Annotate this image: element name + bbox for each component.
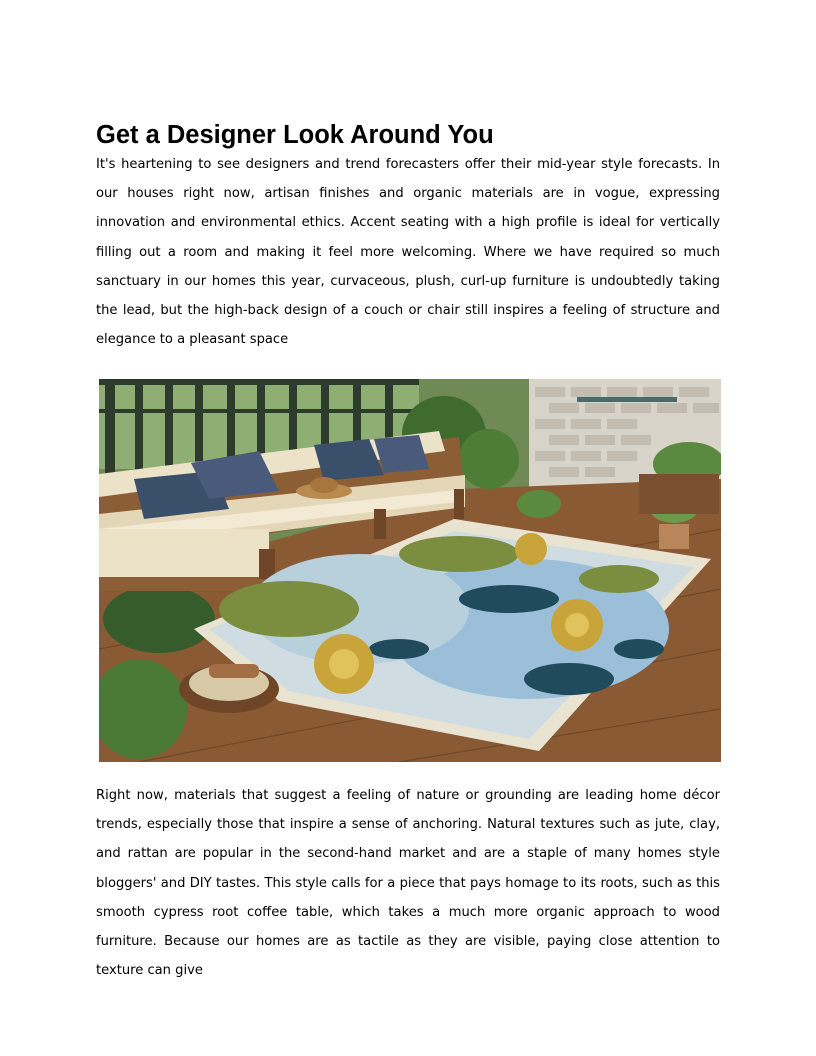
body-paragraph: Right now, materials that suggest a feeling of nature or grounding are leading home décor trends, especially those that inspire a sense of anchoring. Natural textures such as jute, clay, and rattan are popular in the second-hand market and are a staple of many homes style bloggers' and DIY tastes. This style calls for a piece that pays homage to its roots, such as this smooth cypress root coffee table, which takes a much more organic approach to wood furniture. Because our homes are as tactile as they are visible, paying close attention to texture can give [96, 788, 720, 979]
body-paragraph: It's heartening to see designers and trend forecasters offer their mid-year style forecasts. In our houses right now, artisan finishes and organic materials are in vogue, expressing innovation and environmental ethics. Accent seating with a high profile is ideal for vertically filling out a room and making it feel more welcoming. Where we have required so much sanctuary in our homes this year, curvaceous, plush, curl-up furniture is undoubtedly taking the lead, but the high-back design of a couch or chair still inspires a feeling of structure and elegance to a pleasant space [96, 157, 720, 348]
page-title: Get a Designer Look Around You [96, 121, 494, 149]
living-room-rug-photo [99, 379, 721, 762]
photo-illustration [99, 379, 721, 762]
